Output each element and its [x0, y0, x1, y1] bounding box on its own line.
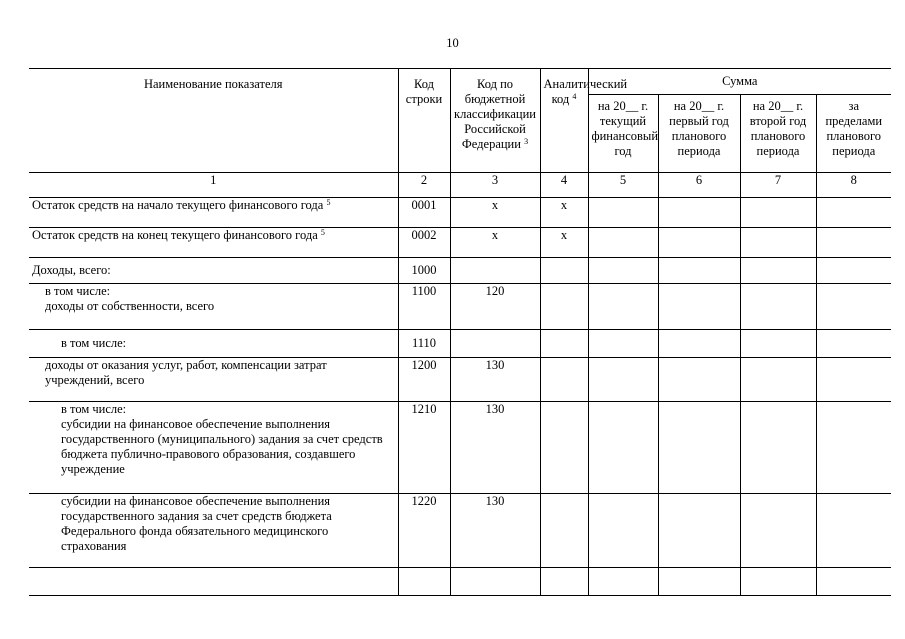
header-sum-first-plan-year: на 20__ г. первый год планового периода	[658, 95, 740, 173]
row-budget-code	[450, 330, 540, 358]
sum-cell	[658, 402, 740, 494]
row-name: в том числе: доходы от собственности, всего	[29, 284, 398, 330]
row-analytic-code	[540, 258, 588, 284]
sum-cell	[740, 284, 816, 330]
row-analytic-code	[540, 568, 588, 596]
sum-cell	[588, 402, 658, 494]
sum-cell	[658, 330, 740, 358]
sum-cell	[816, 358, 891, 402]
sum-cell	[588, 568, 658, 596]
column-number: 1	[29, 173, 398, 198]
sum-cell	[816, 258, 891, 284]
row-name: Остаток средств на начало текущего финансового года $^5$	[29, 198, 398, 228]
sum-cell	[658, 198, 740, 228]
sum-cell	[588, 358, 658, 402]
sum-cell	[740, 198, 816, 228]
sum-cell	[740, 358, 816, 402]
sum-cell	[658, 284, 740, 330]
table-row	[29, 494, 891, 568]
sum-cell	[816, 228, 891, 258]
sum-cell	[816, 330, 891, 358]
header-budget-code: Код по бюджетной классификации Российской Федерации $^3$	[450, 69, 540, 173]
page-number: 10	[446, 36, 459, 50]
row-budget-code: x	[450, 228, 540, 258]
row-code	[398, 568, 450, 596]
row-budget-code: 130	[450, 402, 540, 494]
row-budget-code: 130	[450, 358, 540, 402]
row-analytic-code: x	[540, 198, 588, 228]
row-budget-code: x	[450, 198, 540, 228]
row-code: 1000	[398, 258, 450, 284]
row-analytic-code: x	[540, 228, 588, 258]
sum-cell	[658, 358, 740, 402]
row-analytic-code	[540, 358, 588, 402]
row-code: 1220	[398, 494, 450, 568]
row-budget-code: 130	[450, 494, 540, 568]
sum-cell	[588, 258, 658, 284]
sum-cell	[588, 494, 658, 568]
row-name: Доходы, всего:	[29, 258, 398, 284]
sum-cell	[658, 494, 740, 568]
sum-cell	[588, 330, 658, 358]
column-number: 5	[588, 173, 658, 198]
row-budget-code	[450, 258, 540, 284]
header-sum-current-year: на 20__ г. текущий финансовый год	[588, 95, 658, 173]
financial-table	[29, 68, 891, 596]
sum-cell	[740, 228, 816, 258]
header-sum-second-plan-year: на 20__ г. второй год планового периода	[740, 95, 816, 173]
column-numbers-row	[29, 173, 891, 198]
row-budget-code	[450, 568, 540, 596]
table-row	[29, 258, 891, 284]
row-name: субсидии на финансовое обеспечение выполнения государственного задания за счет средств бюджета Федерального фонда обязательного медицинского страхования	[29, 494, 398, 568]
sum-cell	[740, 258, 816, 284]
table-row	[29, 358, 891, 402]
row-name	[29, 568, 398, 596]
sum-cell	[816, 198, 891, 228]
column-number: 4	[540, 173, 588, 198]
table-row	[29, 198, 891, 228]
row-budget-code: 120	[450, 284, 540, 330]
sum-cell	[816, 284, 891, 330]
table-row	[29, 402, 891, 494]
column-number: 2	[398, 173, 450, 198]
row-analytic-code	[540, 494, 588, 568]
column-number: 3	[450, 173, 540, 198]
row-code: 1210	[398, 402, 450, 494]
sum-cell	[588, 284, 658, 330]
table-row	[29, 228, 891, 258]
row-code: 0001	[398, 198, 450, 228]
row-analytic-code	[540, 402, 588, 494]
table-row-empty	[29, 568, 891, 596]
column-number: 8	[816, 173, 891, 198]
header-code-row: Код строки	[398, 69, 450, 173]
sum-cell	[816, 494, 891, 568]
sum-cell	[658, 568, 740, 596]
sum-cell	[740, 568, 816, 596]
column-number: 7	[740, 173, 816, 198]
sum-cell	[740, 330, 816, 358]
column-number: 6	[658, 173, 740, 198]
sum-cell	[740, 402, 816, 494]
sum-cell	[816, 568, 891, 596]
row-name: Остаток средств на конец текущего финансового года $^5$	[29, 228, 398, 258]
row-name: в том числе:	[29, 330, 398, 358]
table-row	[29, 330, 891, 358]
row-code: 1110	[398, 330, 450, 358]
row-code: 1200	[398, 358, 450, 402]
sum-cell	[740, 494, 816, 568]
row-name: в том числе: субсидии на финансовое обеспечение выполнения государственного (муниципального) задания за счет средств бюджета публично-правового образования, создавшего учреждение	[29, 402, 398, 494]
row-analytic-code	[540, 284, 588, 330]
header-analytic-code: Аналитический код $^4$	[540, 69, 588, 173]
table-row	[29, 284, 891, 330]
header-name: Наименование показателя	[29, 69, 398, 173]
header-sum-beyond-plan: за пределами планового периода	[816, 95, 891, 173]
sum-cell	[816, 402, 891, 494]
sum-cell	[588, 228, 658, 258]
header-sum: Сумма	[588, 69, 891, 95]
row-code: 1100	[398, 284, 450, 330]
row-name: доходы от оказания услуг, работ, компенсации затрат учреждений, всего	[29, 358, 398, 402]
row-code: 0002	[398, 228, 450, 258]
sum-cell	[588, 198, 658, 228]
sum-cell	[658, 258, 740, 284]
sum-cell	[658, 228, 740, 258]
row-analytic-code	[540, 330, 588, 358]
